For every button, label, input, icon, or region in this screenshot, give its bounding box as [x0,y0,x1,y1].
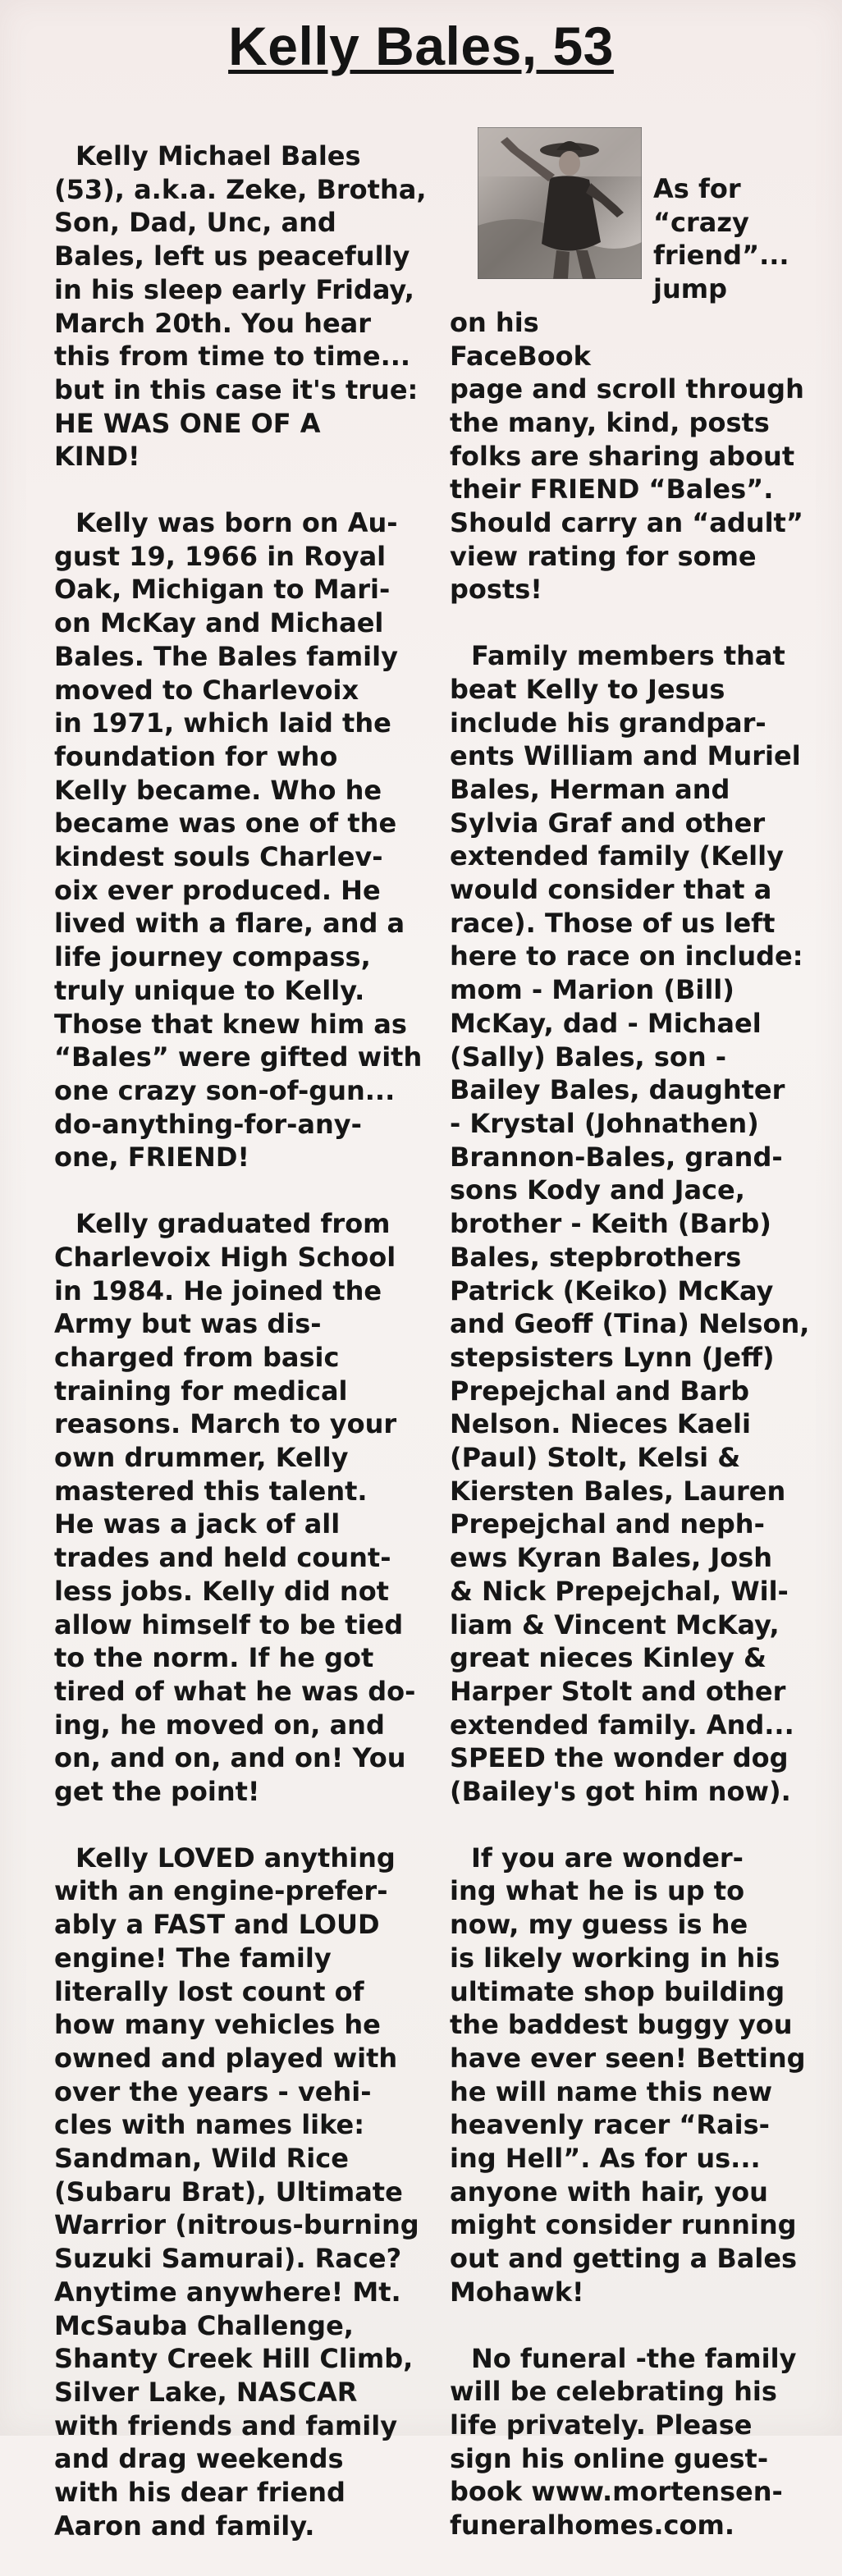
text-line: with an engine-prefer- [54,1875,388,1907]
text-line: ents William and Muriel [450,740,801,772]
text-line: Army but was dis- [54,1308,322,1340]
text-line: cles with names like: [54,2109,365,2141]
text-line: view rating for some [450,540,757,572]
text-line: Sylvia Graf and other [450,807,766,839]
text-line: mom - Marion (Bill) [450,974,734,1006]
text-line: on, and on, and on! You [54,1742,406,1774]
text-line: he will name this new [450,2075,773,2107]
paragraph-left-4 [54,1842,433,2543]
text-line: Mohawk! [450,2276,584,2308]
text-line: over the years - vehi- [54,2075,372,2107]
text-line: less jobs. Kelly did not [54,1575,389,1607]
text-line: truly unique to Kelly. [54,974,365,1006]
text-line: liam & Vincent McKay, [450,1608,780,1640]
text-line: ultimate shop building [450,1975,785,2007]
text-line: will be celebrating his [450,2376,777,2408]
text-line: Kelly was born on Au- [76,507,398,539]
text-line: might consider running [450,2209,797,2241]
text-line: is likely working in his [450,1942,780,1974]
text-line: gust 19, 1966 in Royal [54,540,387,572]
text-line: on his [450,306,539,338]
text-line: Sandman, Wild Rice [54,2143,349,2175]
text-line: own drummer, Kelly [54,1442,349,1474]
text-line: Aaron and family. [54,2510,315,2542]
text-line: training for medical [54,1375,348,1407]
text-line: this from time to time... [54,341,411,373]
paragraph-left-2 [54,506,433,1174]
text-line: lived with a flare, and a [54,908,405,940]
text-line: charged from basic [54,1341,340,1373]
paragraph-left-1 [54,140,433,474]
text-line: Charlevoix High School [54,1241,396,1273]
text-line: with his dear friend [54,2477,345,2509]
text-line: Prepejchal and Barb [450,1375,750,1407]
text-line: engine! The family [54,1942,332,1974]
paragraph-right-2 [450,1842,827,2309]
text-line: life journey compass, [54,941,371,973]
text-line: literally lost count of [54,1975,364,2007]
text-line: Family members that [471,640,785,672]
text-line: have ever seen! Betting [450,2042,806,2074]
text-line: Bales, Herman and [450,773,730,805]
text-line: get the point! [54,1776,260,1808]
text-line: race). Those of us left [450,907,776,939]
text-line: (Bailey's got him now). [450,1776,791,1808]
text-line: became was one of the [54,808,397,840]
text-line: one, FRIEND! [54,1142,249,1174]
text-line: Brannon-Bales, grand- [450,1141,783,1173]
text-line: Anytime anywhere! Mt. [54,2276,401,2308]
text-line: Son, Dad, Unc, and [54,207,336,239]
text-line: and drag weekends [54,2443,344,2475]
text-line: Shanty Creek Hill Climb, [54,2343,414,2375]
paragraph-right-1 [450,639,827,1809]
text-line: sons Kody and Jace, [450,1174,745,1206]
text-line: Prepejchal and neph- [450,1508,765,1540]
text-line: funeralhomes.com. [450,2510,734,2542]
text-line: (Sally) Bales, son - [450,1041,727,1073]
paragraph-left-3 [54,1207,433,1809]
text-line: great nieces Kinley & [450,1642,766,1674]
text-line: kindest souls Charlev- [54,841,383,873]
text-line: in his sleep early Friday, [54,273,414,305]
text-line: Oak, Michigan to Mari- [54,574,391,606]
text-line: here to race on include: [450,940,803,972]
text-line: Bales, left us peacefully [54,240,410,272]
text-line: & Nick Prepejchal, Wil- [450,1575,789,1607]
left-column [54,140,433,2576]
text-line: Silver Lake, NASCAR [54,2377,358,2408]
text-line: do-anything-for-any- [54,1108,362,1140]
text-line: tired of what he was do- [54,1675,416,1707]
text-line: ably a FAST and LOUD [54,1909,380,1941]
text-line: Patrick (Keiko) McKay [450,1274,774,1306]
text-line: would consider that a [450,874,772,906]
paragraph-right-3 [450,2342,827,2542]
text-line: If you are wonder- [471,1842,744,1874]
text-line: reasons. March to your [54,1408,397,1440]
text-line: Suzuki Samurai). Race? [54,2243,402,2275]
text-line: Bales, stepbrothers [450,1241,742,1273]
text-line: - Krystal (Johnathen) [450,1107,759,1139]
text-line: out and getting a Bales [450,2243,798,2275]
text-line: Warrior (nitrous-burning [54,2209,419,2241]
text-line: owned and played with [54,2042,398,2074]
text-line: trades and held count- [54,1542,391,1574]
text-line: how many vehicles he [54,2009,381,2041]
text-line: sign his online guest- [450,2442,769,2474]
text-line: “crazy [653,206,749,238]
text-line: ews Kyran Bales, Josh [450,1542,773,1574]
text-line: moved to Charlevoix [54,674,359,706]
text-line: Kelly became. Who he [54,774,382,806]
portrait-photo [478,127,642,279]
text-line: stepsisters Lynn (Jeff) [450,1341,775,1373]
text-line: Bailey Bales, daughter [450,1074,785,1106]
text-line: jump [653,273,727,305]
text-line: Nelson. Nieces Kaeli [450,1408,751,1440]
text-line: and Geoff (Tina) Nelson, [450,1308,810,1340]
obituary-title: Kelly Bales, 53 [228,16,614,76]
text-line: brother - Keith (Barb) [450,1208,771,1240]
text-line: folks are sharing about [450,440,795,472]
text-line: foundation for who [54,740,338,772]
text-line: life privately. Please [450,2409,753,2441]
text-line: ing what he is up to [450,1875,745,1907]
text-line: include his grandpar- [450,707,766,739]
text-line: Bales. The Bales family [54,640,398,672]
text-line: KIND! [54,441,140,473]
text-line: allow himself to be tied [54,1608,404,1640]
text-line: Those that knew him as [54,1008,407,1040]
text-line: Kelly LOVED anything [76,1842,396,1874]
text-line: friend”... [653,240,789,272]
text-line: (Subaru Brat), Ultimate [54,2176,403,2208]
text-line: to the norm. If he got [54,1642,374,1674]
text-line: beat Kelly to Jesus [450,673,725,705]
text-line: anyone with hair, you [450,2176,768,2208]
text-line: oix ever produced. He [54,874,381,906]
text-line: No funeral -the family [471,2342,797,2374]
text-line: the many, kind, posts [450,406,770,438]
text-line: (Paul) Stolt, Kelsi & [450,1442,741,1474]
text-line: HE WAS ONE OF A [54,407,321,439]
text-line: He was a jack of all [54,1508,341,1540]
right-column [450,127,827,2575]
text-line: mastered this talent. [54,1475,368,1507]
text-line: McKay, dad - Michael [450,1007,762,1039]
text-line: Should carry an “adult” [450,507,803,539]
text-line: extended family. And... [450,1709,794,1741]
text-line: one crazy son-of-gun... [54,1074,396,1106]
text-line: McSauba Challenge, [54,2309,354,2341]
text-line: Kelly graduated from [76,1208,391,1240]
text-line: Kiersten Bales, Lauren [450,1475,786,1507]
text-line: in 1971, which laid the [54,707,391,739]
text-line: now, my guess is he [450,1909,748,1941]
text-line: page and scroll through [450,373,804,405]
text-line: Harper Stolt and other [450,1675,786,1707]
text-line: ing, he moved on, and [54,1709,385,1741]
text-line: in 1984. He joined the [54,1274,382,1306]
text-line: SPEED the wonder dog [450,1742,789,1774]
text-line: As for [653,173,741,204]
text-line: FaceBook [450,340,591,372]
text-line: ing Hell”. As for us... [450,2143,761,2175]
text-line: “Bales” were gifted with [54,1041,423,1073]
text-line: but in this case it's true: [54,373,419,405]
text-line: their FRIEND “Bales”. [450,474,774,506]
text-line: Kelly Michael Bales [76,140,361,172]
text-line: the baddest buggy you [450,2009,793,2041]
text-line: on McKay and Michael [54,607,384,639]
text-line: heavenly racer “Rais- [450,2109,770,2141]
text-line: with friends and family [54,2409,398,2441]
text-line: posts! [450,574,542,606]
text-line: (53), a.k.a. Zeke, Brotha, [54,173,427,205]
text-line: extended family (Kelly [450,840,784,872]
text-line: March 20th. You hear [54,307,372,339]
text-line: book www.mortensen- [450,2476,783,2508]
